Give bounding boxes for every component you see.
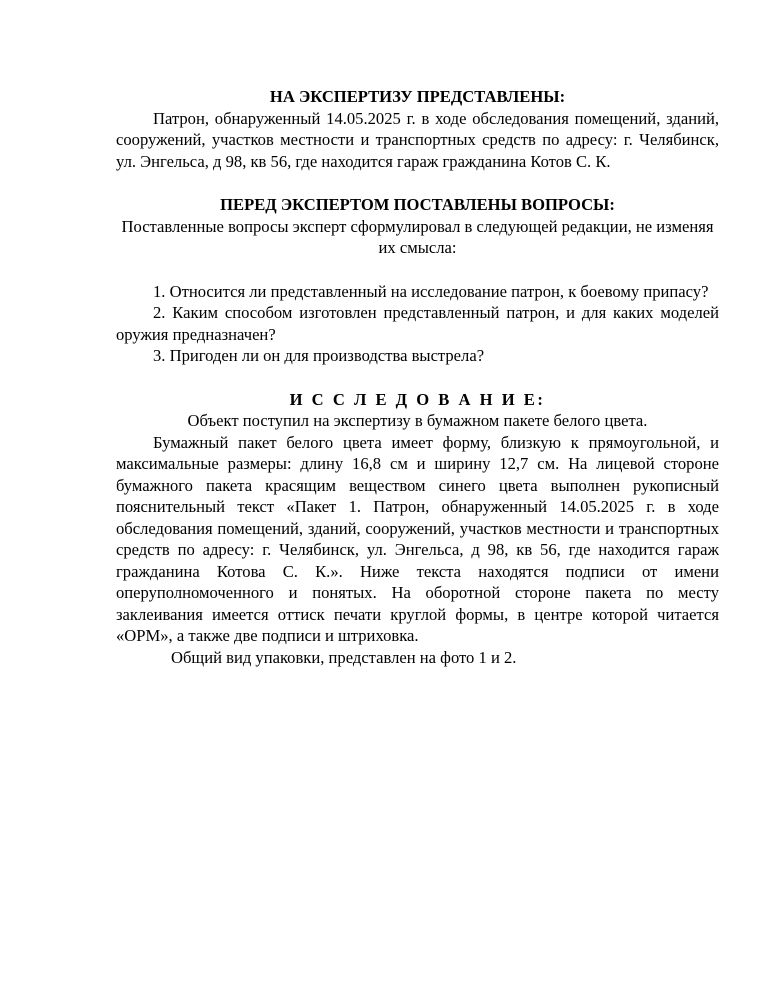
section-heading-questions: ПЕРЕД ЭКСПЕРТОМ ПОСТАВЛЕНЫ ВОПРОСЫ:: [220, 195, 615, 214]
research-paragraph: Объект поступил на экспертизу в бумажном пакете белого цвета.: [187, 411, 648, 430]
research-paragraph: Бумажный пакет белого цвета имеет форму, близкую к прямоугольной, и максимальные размеры: длину 16,8 см и ширину 12,7 см. На лицевой стороне бумажного пакета красящим веществом синего цвета выполнен рукописный пояснительный текст «Пакет 1. Патрон, обнаруженный 14.05.2025 г. в ходе обследования помещений, зданий, сооружений, участков местности и транспортных средств по адресу: г. Челябинск, ул. Энгельса, д 98, кв 56, где находится гараж гражданина Котова С. К.». Ниже текста находятся подписи от имени оперуполномоченного и понятых. На оборотной стороне пакета по месту заклеивания имеется оттиск печати круглой формы, в центре которой читается «ОРМ», а также две подписи и штриховка.: [116, 432, 719, 645]
question-item: 2. Каким способом изготовлен представленный патрон, и для каких моделей оружия предназначен?: [116, 303, 719, 344]
section-heading-submitted: НА ЭКСПЕРТИЗУ ПРЕДСТАВЛЕНЫ:: [269, 87, 566, 106]
spacer: [116, 367, 719, 389]
spacer: [116, 259, 719, 281]
submitted-object-text: Патрон, обнаруженный 14.05.2025 г. в ходе обследования помещений, зданий, сооружений, участков местности и транспортных средств по адресу: г. Челябинск, ул. Энгельса, д 98, кв 56, где находится гараж гражданина Котов С. К.: [116, 108, 719, 171]
spacer: [116, 172, 719, 194]
research-paragraph: Общий вид упаковки, представлен на фото 1 и 2.: [171, 647, 517, 667]
section-heading-research: И С С Л Е Д О В А Н И Е:: [289, 389, 546, 409]
document-page: [116, 86, 719, 668]
question-item: 3. Пригоден ли он для производства выстрела?: [153, 346, 485, 365]
question-item: 1. Относится ли представленный на исследование патрон, к боевому припасу?: [153, 281, 709, 301]
questions-intro: Поставленные вопросы эксперт сформулировал в следующей редакции, не изменяя их смысла:: [121, 216, 714, 257]
